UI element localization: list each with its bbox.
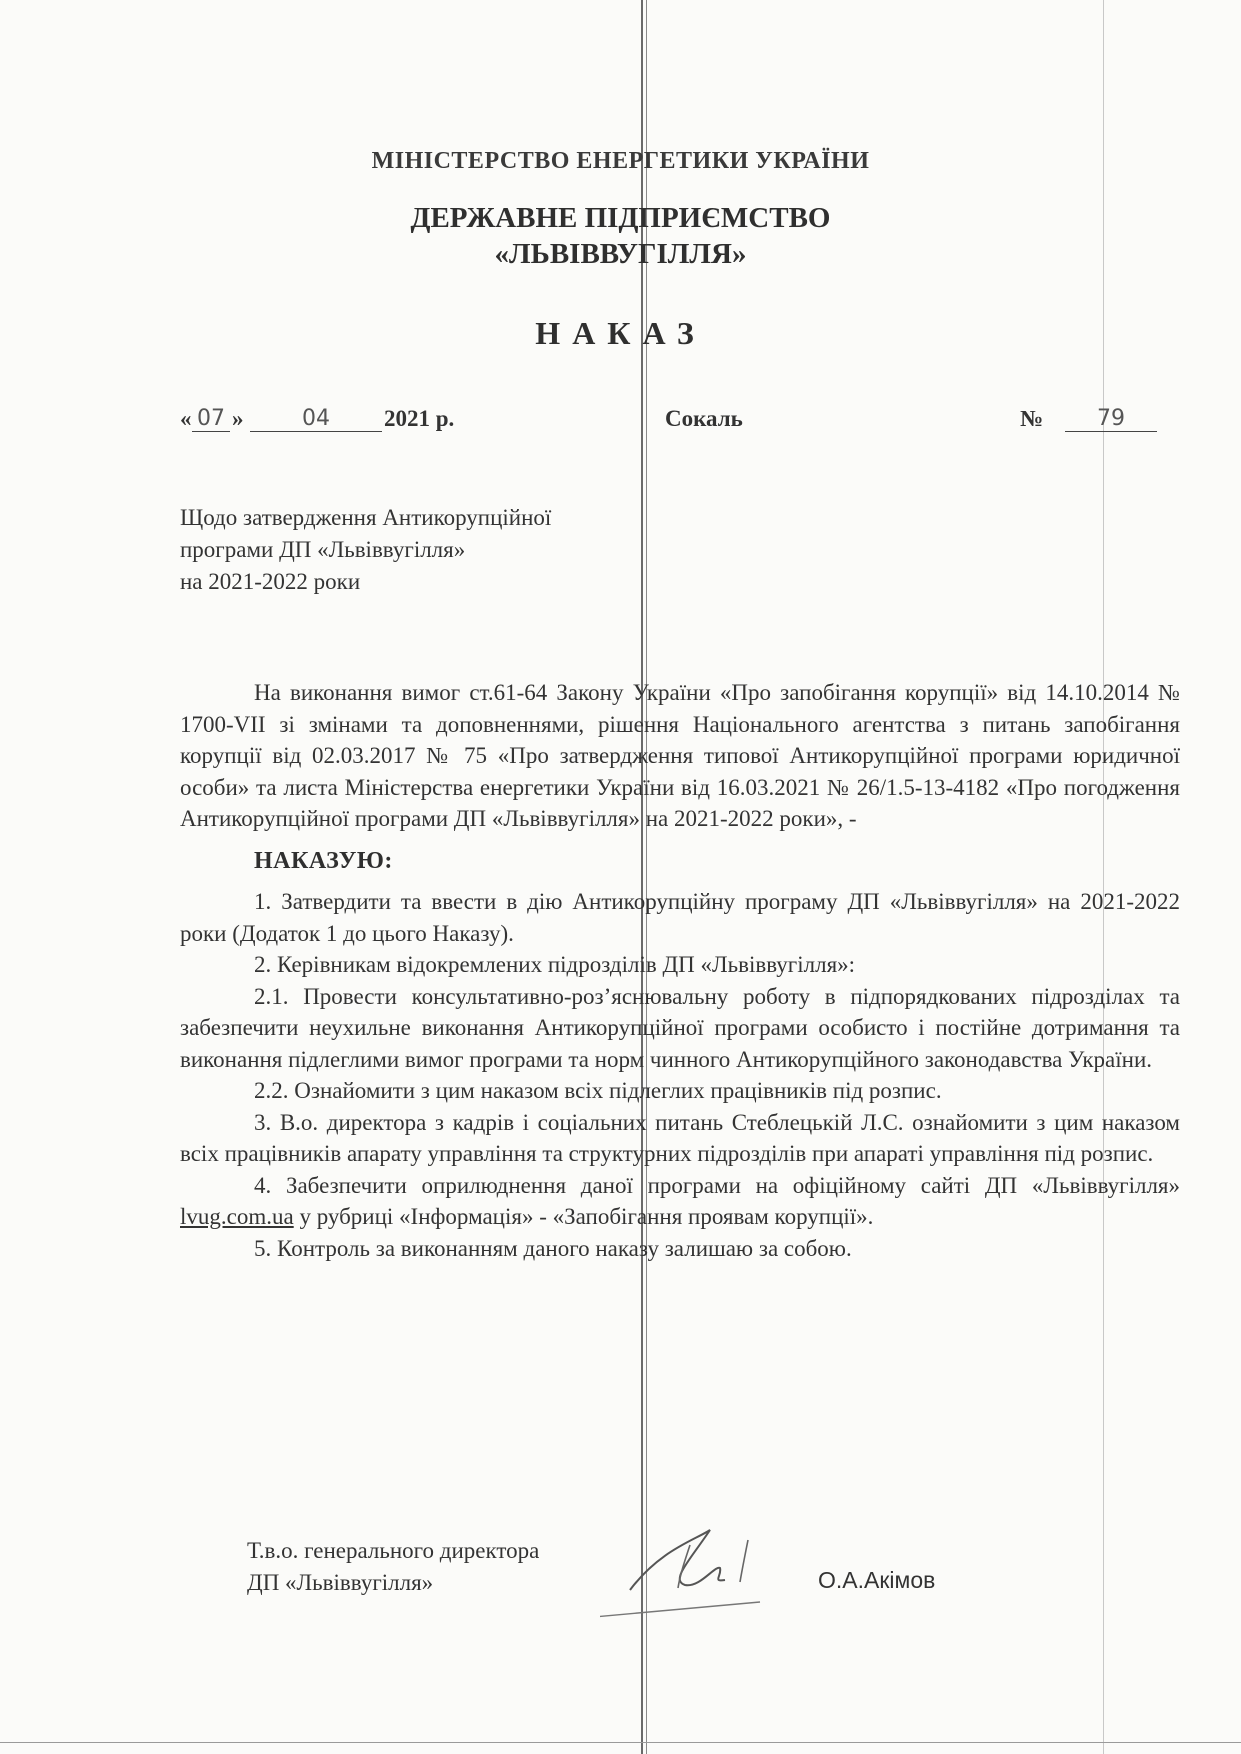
document-city: Сокаль [665, 406, 743, 431]
signatory-position-line-2: ДП «Львіввугілля» [247, 1570, 434, 1595]
ministry-heading: МІНІСТЕРСТВО ЕНЕРГЕТИКИ УКРАЇНИ [371, 148, 870, 174]
website-link[interactable]: lvug.com.ua [180, 1204, 294, 1229]
signatory-position-line-1: Т.в.о. генерального директора [247, 1538, 540, 1563]
date-open-quote: « [180, 406, 192, 431]
order-word: НАКАЗУЮ: [254, 847, 393, 874]
enterprise-heading [0, 200, 1241, 272]
document-number-label: № [1020, 406, 1044, 431]
enterprise-line-1: ДЕРЖАВНЕ ПІДПРИЄМСТВО [410, 202, 831, 234]
date-day: 07 [192, 406, 230, 432]
document-number: 79 [1065, 406, 1157, 432]
item-2-1: 2.1. Провести консультативно-роз’яснювальну роботу в підпорядкованих підрозділах та забезпечити неухильне виконання Антикорупційної програми особисто і постійне дотримання та виконання підлеглими вимог програми та норм чинного Антикорупційного законодавства України. [180, 983, 1180, 1072]
enterprise-line-2: «ЛЬВІВВУГІЛЛЯ» [494, 238, 747, 270]
order-subject [180, 502, 551, 598]
order-body [180, 677, 1180, 1264]
item-4-text-before: 4. Забезпечити оприлюднення даної програми на офіційному сайті ДП «Львіввугілля» [254, 1172, 1180, 1198]
signatory-position [247, 1535, 539, 1599]
item-5: 5. Контроль за виконанням даного наказу залишаю за собою. [254, 1235, 852, 1261]
preamble-paragraph: На виконання вимог ст.61-64 Закону України «Про запобігання корупції» від 14.10.2014 № 1700-VІІ зі змінами та доповненнями, рішення Національного агентства з питань запобігання корупції від 02.03.2017 № 75 «Про затвердження типової Антикорупційної програми юридичної особи» та листа Міністерства енергетики України від 16.03.2021 № 26/1.5-13-4182 «Про погодження Антикорупційної програми ДП «Львіввугілля» на 2021-2022 роки», - [180, 680, 1180, 831]
subject-line-3: на 2021-2022 роки [180, 569, 361, 594]
dateline [180, 406, 1180, 440]
item-4 [180, 1170, 1180, 1233]
item-4-text-after: у рубриці «Інформація» - «Запобігання проявам корупції». [293, 1204, 874, 1229]
handwritten-signature [600, 1510, 770, 1630]
item-3: 3. В.о. директора з кадрів і соціальних питань Стеблецькій Л.С. ознайомити з цим наказом всіх працівників апарату управління та структурних підрозділів при апараті управління під розпис. [180, 1109, 1180, 1166]
item-1: 1. Затвердити та ввести в дію Антикорупційну програму ДП «Львіввугілля» на 2021-2022 роки (Додаток 1 до цього Наказу). [180, 889, 1180, 946]
scan-bottom-line [0, 1742, 1241, 1743]
order-title: НАКАЗ [535, 315, 706, 351]
date-month: 04 [250, 406, 382, 432]
item-2-2: 2.2. Ознайомити з цим наказом всіх підлеглих працівників під розпис. [254, 1078, 942, 1103]
date-close-quote: » [232, 406, 244, 431]
item-2: 2. Керівникам відокремлених підрозділів ДП «Львіввугілля»: [254, 952, 856, 977]
signatory-name: О.А.Акімов [818, 1567, 936, 1593]
subject-line-1: Щодо затвердження Антикорупційної [180, 505, 552, 530]
date-year: 2021 р. [384, 406, 455, 431]
subject-line-2: програми ДП «Львіввугілля» [180, 537, 466, 562]
